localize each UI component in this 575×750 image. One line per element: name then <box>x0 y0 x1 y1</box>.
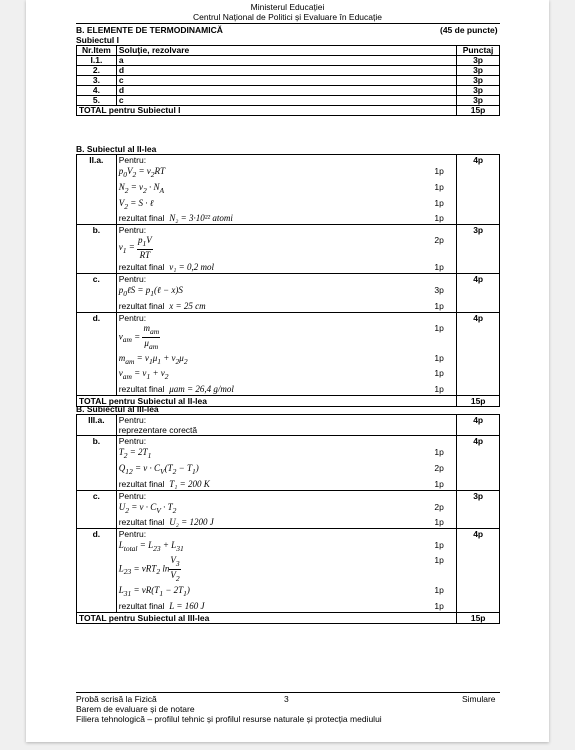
col-solution: Soluţie, rezolvare <box>116 46 456 56</box>
subject3-table <box>76 414 500 624</box>
table-row: I.1. a 3p <box>77 56 500 66</box>
header-rule <box>76 23 500 24</box>
footer-rule <box>76 692 500 693</box>
subject3-title: B. Subiectul al III-lea <box>76 404 159 414</box>
item-row: b. Pentru: $T_2 = 2T_1$ 1p $Q_{12} = \nu \cdot C_V(T_2 - T_1)$ 2p rezultat final T₁ = 200 K 1p 4p <box>77 436 500 491</box>
table-header-row <box>77 46 500 56</box>
item-row: III.a. Pentru: reprezentare corectă 4p <box>77 415 500 436</box>
section-title: B. ELEMENTE DE TERMODINAMICĂ <box>76 25 223 35</box>
ministry-header: Ministerul Educației <box>250 2 325 12</box>
item-row: d. Pentru: $L_{total} = L_{23} + L_{31}$ 1p $L_{23} = \nu RT_2$ ln $\frac{V_3}{V_2}$ 1p $L_{31} = \nu R(T_1 - 2T_1)$ 1p rezultat final L = 160 J 1p 4p <box>77 529 500 612</box>
table-row: 4. d 3p <box>77 86 500 96</box>
item-row: c. Pentru: $U_2 = \nu \cdot C_V \cdot T_2$ 2p rezultat final U₂ = 1200 J 1p 3p <box>77 490 500 529</box>
total-row: TOTAL pentru Subiectul al III-lea 15p <box>77 612 500 623</box>
footer-type: Simulare <box>462 694 496 704</box>
table-row: 3. c 3p <box>77 76 500 86</box>
document-page <box>26 0 549 742</box>
item-row: b. Pentru: $\nu_1$ = $\frac{p_1V}{RT}$ 2p rezultat final ν₁ = 0,2 mol 1p 3p <box>77 225 500 274</box>
total-row: TOTAL pentru Subiectul I 15p <box>77 106 500 116</box>
center-header: Centrul Național de Politici și Evaluare în Educație <box>193 12 382 22</box>
subject1-title: Subiectul I <box>76 35 119 45</box>
subject2-table <box>76 154 500 407</box>
section-points: (45 de puncte) <box>440 25 498 35</box>
item-row: c. Pentru: $p_0\ell S$ = $p_1(\ell - x)S$ 3p rezultat final x = 25 cm 1p 4p <box>77 274 500 313</box>
page-number: 3 <box>284 694 289 704</box>
footer-barem: Barem de evaluare și de notare <box>76 704 195 714</box>
item-row: II.a. Pentru: $p_0V_2 = \nu_2RT$ 1p $N_2 = \nu_2 \cdot N_A$ 1p $V_2 = S$ · ℓ 1p rezultat final N₂ = 3·10²² atomi 1p 4p <box>77 155 500 225</box>
subject1-table <box>76 45 500 116</box>
total-row: TOTAL pentru Subiectul al II-lea 15p <box>77 396 500 407</box>
subject2-title: B. Subiectul al II-lea <box>76 144 157 154</box>
col-item: Nr.Item <box>77 46 117 56</box>
footer-subject: Probă scrisă la Fizică <box>76 694 157 704</box>
col-points: Punctaj <box>457 46 500 56</box>
table-row: 2. d 3p <box>77 66 500 76</box>
item-row: d. Pentru: $\nu_{am}$ = $\frac{m_{am}}{\mu_{am}}$ 1p $m_{am} = \nu_1\mu_1 + \nu_2\mu_2$ 1p $\nu_{am} = \nu_1 + \nu_2$ 1p rezultat final μam = 26,4 g/mol 1p 4p <box>77 312 500 395</box>
table-row: 5. c 3p <box>77 96 500 106</box>
footer-filiera: Filiera tehnologică – profilul tehnic și profilul resurse naturale și protecția mediului <box>76 714 382 724</box>
